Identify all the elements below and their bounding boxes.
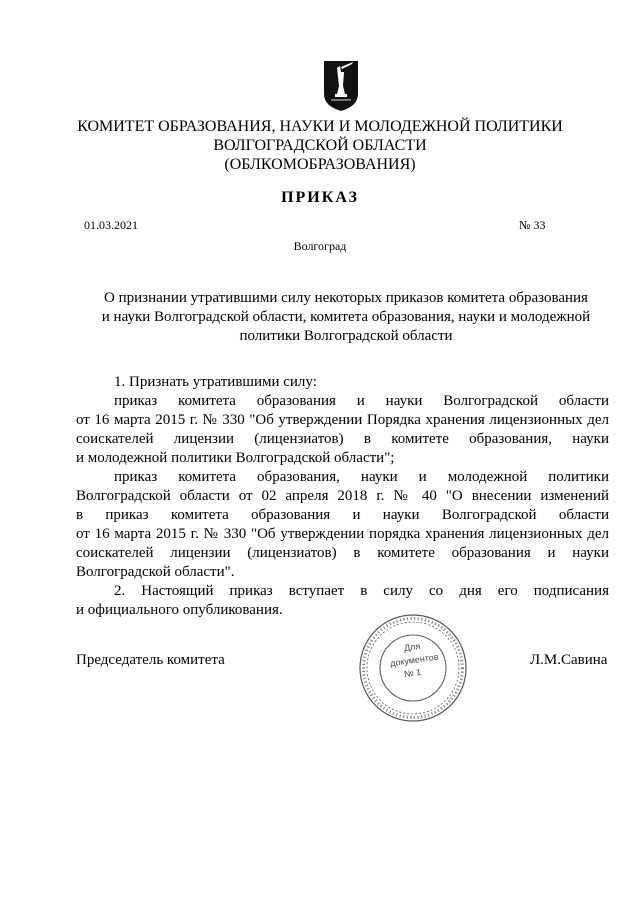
coat-of-arms-emblem [323, 60, 359, 112]
paragraph-1-line1: 1. Признать утратившими силу: [114, 374, 317, 390]
signatory-name: Л.М.Савина [530, 652, 608, 668]
stamp-line2: документов [389, 651, 440, 669]
paragraph-3-line3: в приказ комитета образования и науки Волгоградской области [76, 507, 609, 523]
paragraph-2-line3: соискателей лицензии (лицензиатов) в комитете образования, науки [76, 431, 609, 447]
signatory-title: Председатель комитета [76, 652, 225, 668]
document-subject [76, 289, 616, 346]
document-number: № 33 [519, 218, 546, 232]
paragraph-4-line1: 2. Настоящий приказ вступает в силу со дня его подписания [114, 583, 609, 599]
paragraph-1 [76, 373, 609, 392]
paragraph-2-line1: приказ комитета образования и науки Волгоградской области [114, 393, 609, 409]
subject-line3: политики Волгоградской области [239, 328, 453, 344]
paragraph-3-line5: соискателей лицензии (лицензиатов) в комитете образования и науки [76, 545, 609, 561]
stamp-line3: № 1 [403, 666, 422, 680]
paragraph-3-line6: Волгоградской области". [76, 564, 235, 580]
document-type-title: ПРИКАЗ [281, 189, 359, 206]
paragraph-2-line4: и молодежной политики Волгоградской области"; [76, 450, 395, 466]
paragraph-2-line2: от 16 марта 2015 г. № 330 "Об утверждении Порядка хранения лицензионных дел [76, 412, 609, 428]
paragraph-3-line4: от 16 марта 2015 г. № 330 "Об утверждении порядка хранения лицензионных дел [76, 526, 609, 542]
organization-header [60, 117, 580, 174]
stamp-line1: Для [403, 640, 421, 654]
org-name-line1: КОМИТЕТ ОБРАЗОВАНИЯ, НАУКИ И МОЛОДЕЖНОЙ ПОЛИТИКИ [77, 118, 563, 135]
paragraph-4-line2: и официального опубликования. [76, 602, 283, 618]
paragraph-3-line1: приказ комитета образования, науки и молодежной политики [114, 469, 609, 485]
document-date: 01.03.2021 [84, 218, 138, 232]
paragraph-4 [76, 582, 609, 620]
subject-line1: О признании утратившими силу некоторых приказов комитета образования [104, 290, 588, 306]
document-city: Волгоград [293, 239, 347, 253]
subject-line2: и науки Волгоградской области, комитета образования, науки и молодежной [101, 309, 591, 325]
org-name-line3: (ОБЛКОМОБРАЗОВАНИЯ) [224, 156, 416, 173]
document-body [76, 373, 609, 620]
org-name-line2: ВОЛГОГРАДСКОЙ ОБЛАСТИ [213, 137, 427, 154]
paragraph-3 [76, 468, 609, 582]
paragraph-3-line2: Волгоградской области от 02 апреля 2018 г. № 40 "О внесении изменений [76, 488, 609, 504]
paragraph-2 [76, 392, 609, 468]
